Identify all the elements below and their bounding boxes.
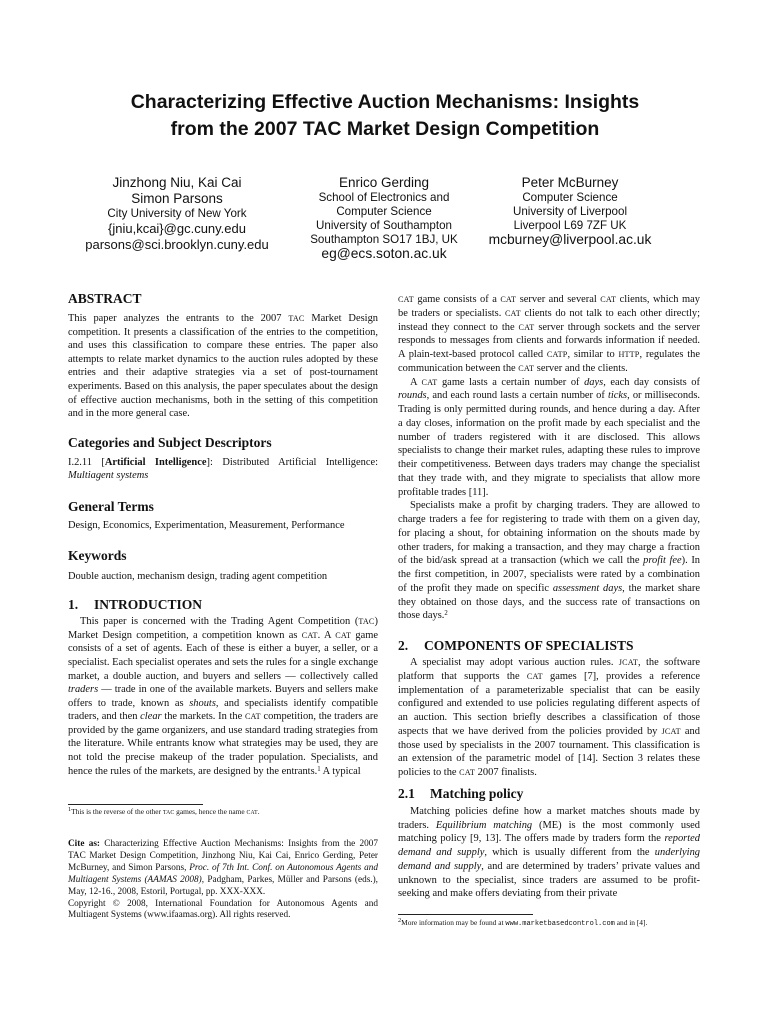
small-caps-term: CAT bbox=[244, 712, 261, 722]
small-caps-term: CAT bbox=[301, 630, 318, 640]
text-run: , which is usually different from the bbox=[484, 847, 655, 858]
keywords-text: Double auction, mechanism design, trading agent competition bbox=[68, 570, 328, 582]
text-run: , regulates the communication between the bbox=[398, 349, 700, 374]
paragraph bbox=[398, 293, 700, 376]
text-run: Market Design competition. It presents a classification of the entries to the competition, and uses this classification to compare these entries. The paper also attempts to relate market dynamics to the auction rules adopted by these entries and their adaptive strategies via a set of post-tournament experiments. Based on this analysis, the paper speculates about the design of effective auction mechanisms, both in the setting of this competition and in the more general case. bbox=[68, 313, 379, 420]
text-run: A bbox=[410, 376, 422, 388]
author-email: mcburney@liverpool.ac.uk bbox=[488, 232, 652, 247]
text-run: , the market share they obtained on those days, and the success rate of transactions on those days. bbox=[398, 582, 700, 622]
author-block bbox=[289, 175, 479, 261]
author-affiliation: Computer Science bbox=[336, 205, 432, 218]
text-run: 2007 finalists. bbox=[475, 767, 537, 778]
footnote-rule bbox=[68, 804, 203, 805]
text-run: and those used by specialists in the 2007 tournament. This classification is an extension of the parametric model of [14]. Section 3 relates these policies to the bbox=[398, 725, 700, 778]
small-caps-term: JCAT bbox=[618, 658, 638, 667]
small-caps-term: CAT bbox=[459, 768, 476, 777]
paragraph bbox=[398, 376, 700, 500]
italic-text: ticks bbox=[607, 390, 628, 402]
copyright-notice: Copyright © 2008, International Foundation for Autonomous Agents and Multiagent Systems (www.ifaamas.org). All rights reserved. bbox=[68, 898, 378, 921]
author-affiliation: University of Liverpool bbox=[512, 205, 628, 218]
section-title: INTRODUCTION bbox=[94, 597, 203, 613]
section-title: Matching policy bbox=[430, 785, 524, 801]
general-terms-heading: General Terms bbox=[68, 498, 154, 514]
text-run: the markets. In the bbox=[161, 711, 245, 723]
monospace-url: www.marketbasedcontrol.com bbox=[505, 920, 615, 928]
author-block bbox=[470, 175, 670, 247]
italic-text: Multiagent systems bbox=[68, 470, 149, 482]
text-run: , each day consists of bbox=[603, 376, 700, 388]
categories-heading: Categories and Subject Descriptors bbox=[68, 434, 272, 450]
text-run: — trade in one of the available markets. Buyers and sellers make offers to trade, known as bbox=[68, 684, 378, 709]
abstract-text bbox=[68, 312, 378, 421]
italic-text: rounds bbox=[398, 390, 427, 402]
section-2-heading bbox=[398, 638, 700, 654]
author-affiliation: Liverpool L69 7ZF UK bbox=[513, 219, 627, 232]
text-run: , and specialists identify compatible traders, and then bbox=[68, 697, 378, 723]
text-run: ) Market Design competition, a competition known as bbox=[68, 616, 378, 641]
text-run: game consists of a set of agents. Each of these is either a buyer, a seller, or a specialist. Each specialist operates and sets the rules for a single exchange market, a double auction, and buyers and sellers — collectively called bbox=[68, 629, 378, 682]
text-run: server and the clients. bbox=[534, 362, 628, 374]
author-affiliation: Southampton SO17 1BJ, UK bbox=[310, 233, 458, 246]
author-name: Jinzhong Niu, Kai Cai bbox=[112, 175, 242, 190]
author-name: Enrico Gerding bbox=[338, 175, 430, 190]
italic-text: underlying demand and supply bbox=[398, 847, 701, 872]
small-caps-term: TAC bbox=[358, 617, 375, 627]
text-run: game consists of a bbox=[413, 294, 501, 305]
introduction-text bbox=[68, 615, 378, 778]
text-run: Matching policies define how a market matches shouts made by traders. bbox=[398, 805, 700, 831]
italic-text: clear bbox=[140, 711, 162, 723]
citation-block bbox=[68, 839, 378, 922]
italic-text: Proc. of 7th Int. Conf. on Autonomous Agents and Multiagent Systems (AAMAS 2008) bbox=[68, 862, 378, 885]
small-caps-term: CAT bbox=[500, 295, 517, 304]
small-caps-term: TAC bbox=[162, 810, 175, 816]
small-caps-term: TAC bbox=[288, 314, 305, 323]
text-run: This is the reverse of the other bbox=[71, 807, 163, 816]
text-run: server and several bbox=[516, 294, 601, 305]
text-run: server through sockets and the server responds to messages from clients and forwards information if needed. A plain-text-based protocol called bbox=[398, 321, 701, 360]
italic-text: traders bbox=[68, 684, 99, 696]
small-caps-term: CAT bbox=[518, 363, 535, 373]
author-email: {jniu,kcai}@gc.cuny.edu bbox=[108, 221, 246, 236]
author-affiliation: School of Electronics and bbox=[318, 191, 450, 204]
footnote-marker: 2 bbox=[398, 916, 402, 924]
bold-text: Cite as: bbox=[68, 839, 101, 849]
paper-title-line: from the 2007 TAC Market Design Competition bbox=[170, 118, 600, 140]
small-caps-term: HTTP bbox=[618, 350, 640, 359]
paper-title bbox=[0, 89, 770, 143]
section-number: 2. bbox=[398, 638, 409, 653]
italic-text: Equilibrium matching bbox=[435, 819, 533, 831]
introduction-heading bbox=[68, 597, 378, 613]
text-run: Specialists make a profit by charging traders. They are allowed to charge traders a fee for registering to trade with them on a given day, for placing a shout, for obtaining information on the shouts made by other traders, for making a transaction, and they may charge a fraction of the bid/ask spread at a transaction (which we call the bbox=[398, 500, 700, 567]
small-caps-term: CATP bbox=[546, 350, 568, 359]
text-run: clients do not talk to each other directly; instead they connect to the bbox=[398, 307, 700, 333]
general-terms-text: Design, Economics, Experimentation, Measurement, Performance bbox=[68, 519, 345, 531]
author-email: eg@ecs.soton.ac.uk bbox=[321, 246, 447, 261]
small-caps-term: CAT bbox=[504, 308, 521, 318]
text-run: . bbox=[257, 807, 260, 816]
text-run: ]: Distributed Artificial Intelligence: bbox=[206, 456, 378, 468]
bold-text: Artificial Intelligence bbox=[104, 456, 207, 468]
section-number: 2.1 bbox=[398, 785, 415, 801]
text-run: game lasts a certain number of bbox=[437, 376, 585, 388]
text-run: A specialist may adopt various auction rules. bbox=[410, 657, 619, 668]
text-run: games [7], provides a reference implementation of a parameterizable specialist that can be easily configured and extended to use policies regulating different aspects of an auction. This section briefly describes a classification of those aspects that we have derived from the policies provided by bbox=[398, 670, 700, 737]
footnote-2 bbox=[398, 918, 700, 929]
text-run: Characterizing Effective Auction Mechanisms: Insights from the 2007 TAC Market Design Competition, Jinzhong Niu, Kai Cai, Enrico Gerding, Peter McBurney, and Simon Parsons, bbox=[68, 839, 378, 873]
small-caps-term: CAT bbox=[421, 377, 438, 387]
text-run: . A bbox=[317, 629, 336, 641]
author-name: Peter McBurney bbox=[521, 175, 619, 190]
small-caps-term: CAT bbox=[600, 295, 617, 304]
footnote-marker: 1 bbox=[317, 765, 321, 773]
small-caps-term: CAT bbox=[246, 810, 258, 816]
footnote-1 bbox=[68, 807, 378, 818]
paper-title-line: Characterizing Effective Auction Mechanisms: Insights bbox=[130, 91, 640, 113]
small-caps-term: JCAT bbox=[661, 726, 681, 736]
text-run: , similar to bbox=[567, 349, 619, 360]
author-name: Simon Parsons bbox=[131, 191, 223, 206]
text-run: ). In the first competition, in 2007, specialists were rated by a combination of the profit they made on specific bbox=[398, 555, 701, 594]
citation-text bbox=[68, 839, 378, 899]
text-run: I.2.11 [ bbox=[68, 456, 105, 468]
italic-text: reported demand and supply bbox=[398, 833, 700, 858]
abstract-heading: ABSTRACT bbox=[68, 291, 142, 306]
footnote-rule bbox=[398, 914, 533, 915]
text-run: , or milliseconds. Trading is only permitted during rounds, and hence during a day. After a day closes, information on the profit made by each specialist and the number of traders registered with it are disclosed. This allows specialists to change their market rules, adapting these rules to improve their competitiveness. Between days traders may change the specialist that they trade with, and they migrate to specialists that allow more profitable trades [11]. bbox=[398, 390, 700, 498]
text-run: and in [4]. bbox=[614, 918, 648, 927]
footnote-marker: 1 bbox=[68, 805, 72, 813]
paragraph bbox=[398, 656, 700, 780]
text-run: clients, which may be traders or specialists. bbox=[398, 294, 700, 319]
small-caps-term: CAT bbox=[398, 295, 414, 304]
text-run: A typical bbox=[320, 765, 361, 777]
section-number: 1. bbox=[68, 597, 79, 613]
italic-text: shouts bbox=[189, 697, 216, 709]
text-run: This paper is concerned with the Trading Agent Competition ( bbox=[80, 616, 359, 628]
text-run: , and each round lasts a certain number of bbox=[426, 390, 608, 402]
left-column bbox=[68, 291, 378, 778]
categories-text bbox=[68, 456, 378, 483]
text-run: , Padgham, Parkes, Müller and Parsons (eds.), May, 12-16., 2008, Estoril, Portugal, pp. XXX-XXX. bbox=[68, 874, 378, 897]
author-affiliation: University of Southampton bbox=[316, 219, 452, 232]
subsection-2-1-heading bbox=[398, 786, 700, 802]
keywords-heading: Keywords bbox=[68, 547, 127, 563]
italic-text: assessment days bbox=[552, 582, 623, 594]
right-column bbox=[398, 293, 700, 901]
paragraph bbox=[398, 805, 700, 901]
small-caps-term: CAT bbox=[335, 630, 352, 640]
author-affiliation: City University of New York bbox=[107, 207, 247, 220]
text-run: This paper analyzes the entrants to the 2007 bbox=[68, 313, 289, 324]
italic-text: days bbox=[584, 376, 604, 388]
text-run: , the software platform that supports the bbox=[398, 657, 701, 682]
section-title: COMPONENTS OF SPECIALISTS bbox=[424, 638, 634, 653]
italic-text: profit fee bbox=[643, 555, 682, 567]
paragraph bbox=[398, 499, 700, 623]
text-run: games, hence the name bbox=[174, 807, 247, 816]
author-affiliation: Computer Science bbox=[522, 191, 618, 204]
author-email: parsons@sci.brooklyn.cuny.edu bbox=[85, 237, 269, 252]
small-caps-term: CAT bbox=[526, 671, 543, 681]
small-caps-term: CAT bbox=[518, 322, 535, 332]
text-run: competition, the traders are provided by the game organizers, and use standard trading strategies from the literature. While entrants know what strategies may be used, they are not told the precise makeup of the trader population. Specialists, and hence the rules of the markets, are designed by the entrants. bbox=[68, 711, 378, 777]
footnote-marker: 2 bbox=[444, 610, 448, 618]
author-block bbox=[57, 175, 297, 253]
text-run: , and are determined by traders’ private values and unknown to the specialist, since traders are assumed to be profit-seeking and make offers deviating from their private bbox=[398, 860, 701, 900]
text-run: (ME) is the most commonly used matching policy [9, 13]. The offers made by traders form the bbox=[398, 819, 700, 845]
text-run: More information may be found at bbox=[401, 918, 506, 927]
